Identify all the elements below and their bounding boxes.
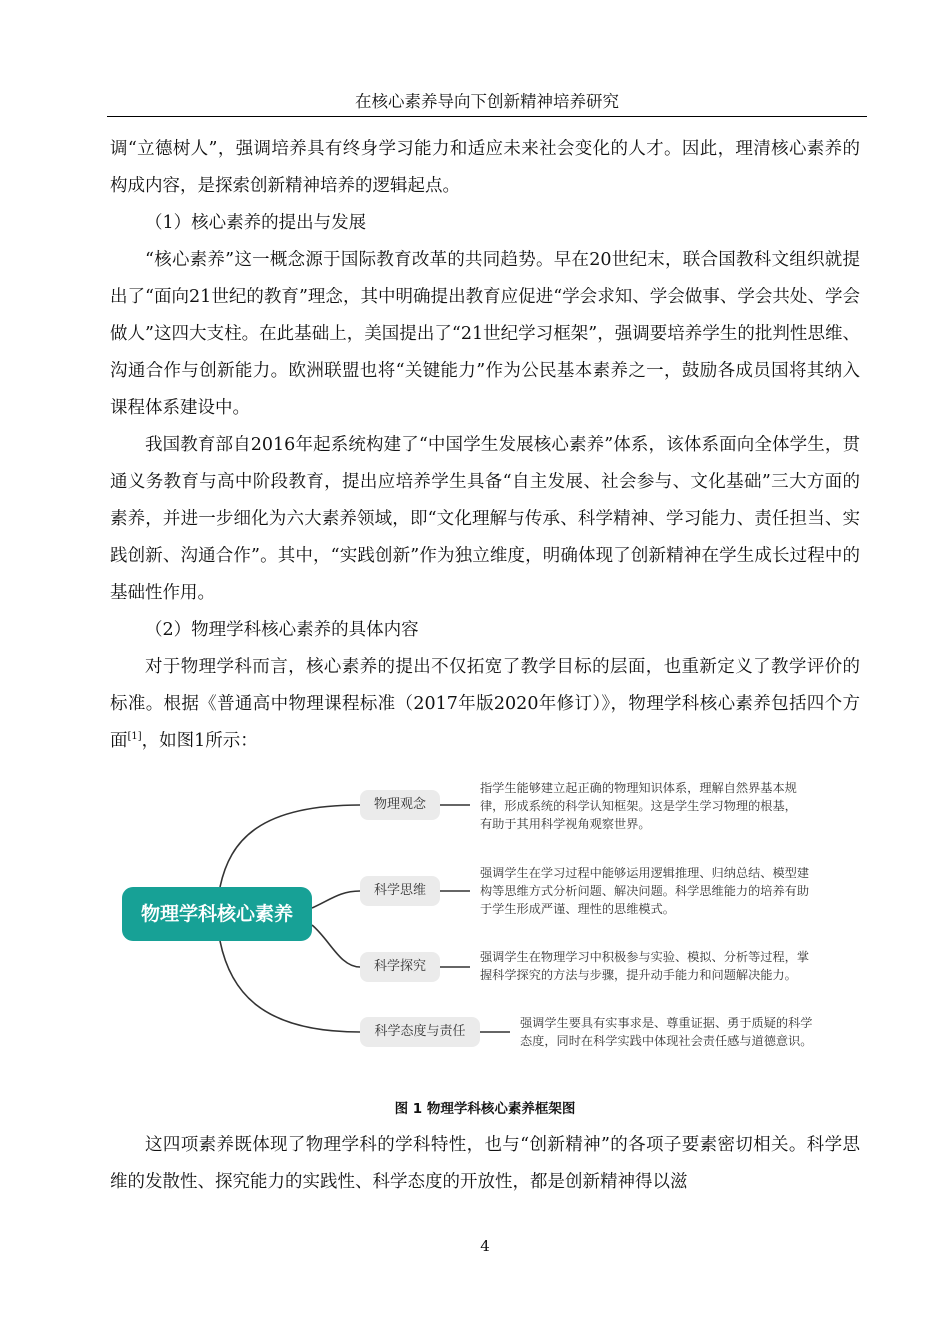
paragraph-1: 调“立德树人”，强调培养具有终身学习能力和适应未来社会变化的人才。因此，理清核心素养的构成内容，是探索创新精神培养的逻辑起点。 (110, 139, 860, 196)
connector-branch-1 (220, 805, 360, 887)
desc-line: 指学生能够建立起正确的物理知识体系，理解自然界基本规 (480, 781, 797, 795)
figure-caption: 图 1 物理学科核心素养框架图 (394, 1101, 576, 1117)
mindmap-figure (110, 765, 860, 1065)
desc-scientific-thinking (480, 864, 809, 918)
section-heading-1: （1）核心素养的提出与发展 (145, 213, 367, 233)
paragraph-3: 我国教育部自2016年起系统构建了“中国学生发展核心素养”体系，该体系面向全体学生，贯通义务教育与高中阶段教育，提出应培养学生具备“自主发展、社会参与、文化基础”三大方面的素养，并进一步细化为六大素养领域，即“文化理解与传承、科学精神、学习能力、责任担当、实践创新、沟通合作”。其中，“实践创新”作为独立维度，明确体现了创新精神在学生成长过程中的基础性作用。 (110, 435, 860, 603)
branch-scientific-thinking: 科学思维 (360, 876, 440, 906)
branch-scientific-inquiry: 科学探究 (360, 952, 440, 982)
desc-line: 强调学生在学习过程中能够运用逻辑推理、归纳总结、模型建 (480, 866, 810, 880)
citation-ref[interactable]: [1] (127, 731, 142, 743)
desc-line: 于学生形成严谨、理性的思维模式。 (480, 902, 675, 916)
paragraph-4-text: 对于物理学科而言，核心素养的提出不仅拓宽了教学目标的层面，也重新定义了教学评价的标准。根据《普通高中物理课程标准（2017年版2020年修订）》，物理学科核心素养包括四个方面 (110, 657, 860, 751)
desc-attitude-responsibility (520, 1014, 813, 1050)
branch-physical-concept: 物理观念 (360, 790, 440, 820)
paragraph-4-tail: ，如图1所示： (141, 731, 258, 751)
paragraph-4 (110, 649, 860, 760)
desc-scientific-inquiry (480, 948, 809, 984)
running-header: 在核心素养导向下创新精神培养研究 (355, 92, 619, 111)
paragraph-5: 这四项素养既体现了物理学科的学科特性，也与“创新精神”的各项子要素密切相关。科学思维的发散性、探究能力的实践性、科学态度的开放性，都是创新精神得以滋 (110, 1135, 860, 1192)
page-number: 4 (480, 1237, 490, 1255)
desc-line: 构等思维方式分析问题、解决问题。科学思维能力的培养有助 (480, 884, 810, 898)
desc-line: 态度，同时在科学实践中体现社会责任感与道德意识。 (520, 1034, 813, 1048)
branch-attitude-responsibility: 科学态度与责任 (360, 1017, 480, 1047)
desc-line: 律，形成系统的科学认知框架。这是学生学习物理的根基， (480, 799, 797, 813)
desc-line: 强调学生在物理学习中积极参与实验、模拟、分析等过程，掌 (480, 950, 810, 964)
paragraph-2: “核心素养”这一概念源于国际教育改革的共同趋势。早在20世纪末，联合国教科文组织就提出了“面向21世纪的教育”理念，其中明确提出教育应促进“学会求知、学会做事、学会共处、学会做人”这四大支柱。在此基础上，美国提出了“21世纪学习框架”，强调要培养学生的批判性思维、沟通合作与创新能力。欧洲联盟也将“关键能力”作为公民基本素养之一，鼓励各成员国将其纳入课程体系建设中。 (110, 250, 860, 418)
desc-line: 有助于其用科学视角观察世界。 (480, 817, 651, 831)
mindmap-root: 物理学科核心素养 (122, 887, 312, 941)
body-text-bottom (110, 1127, 860, 1201)
desc-line: 强调学生要具有实事求是、尊重证据、勇于质疑的科学 (520, 1016, 813, 1030)
desc-line: 握科学探究的方法与步骤，提升动手能力和问题解决能力。 (480, 968, 797, 982)
desc-physical-concept (480, 779, 797, 833)
connector-branch-2 (312, 891, 360, 908)
section-heading-2: （2）物理学科核心素养的具体内容 (145, 620, 419, 640)
header-rule (107, 116, 867, 117)
connector-branch-3 (312, 925, 360, 967)
body-text-top (110, 131, 860, 760)
